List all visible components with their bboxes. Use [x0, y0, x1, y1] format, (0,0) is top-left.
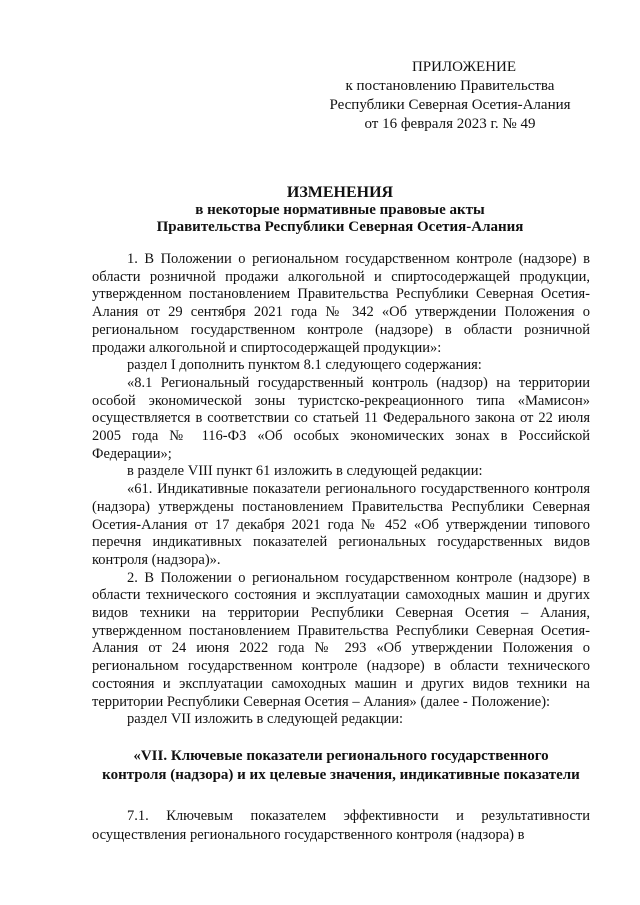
document-subtitle-1: в некоторые нормативные правовые акты	[195, 202, 485, 218]
document-subtitle-2: Правительства Республики Северная Осетия-Алания	[156, 219, 524, 235]
appendix-line-1: к постановлению Правительства	[345, 78, 555, 94]
paragraph: 1. В Положении о региональном государственном контроле (надзоре) в области розничной продажи алкогольной и спиртосодержащей продукции, утвержденном постановлением Правительства Республики Северная Осетия-Алания от 29 сентября 2021 года № 342 «Об утверждении Положения о региональном государственном контроле (надзоре) в области розничной продажи алкогольной и спиртосодержащей продукции»:	[92, 251, 590, 356]
paragraph: в разделе VIII пункт 61 изложить в следующей редакции:	[127, 463, 483, 480]
document-body	[92, 251, 590, 729]
document-title: ИЗМЕНЕНИЯ	[286, 184, 394, 201]
paragraph: раздел I дополнить пунктом 8.1 следующего содержания:	[127, 357, 482, 374]
appendix-title: ПРИЛОЖЕНИЕ	[411, 59, 517, 75]
paragraph: «8.1 Региональный государственный контроль (надзор) на территории особой экономической зоны туристско-рекреационного типа «Мамисон» осуществляется в соответствии со статьей 11 Федерального закона от 22 июля 2005 года № 116-ФЗ «Об особых экономических зонах в Российской Федерации»;	[92, 374, 590, 462]
appendix-block	[300, 58, 600, 134]
appendix-line-2: Республики Северная Осетия-Алания	[329, 97, 571, 113]
section-title-line-1: «VII. Ключевые показатели регионального государственного	[133, 748, 549, 764]
paragraph: раздел VII изложить в следующей редакции:	[127, 711, 404, 728]
section-title-line-2: контроля (надзора) и их целевые значения, индикативные показатели	[102, 767, 580, 783]
paragraph: 7.1. Ключевым показателем эффективности и результативности осуществления регионального государственного контроля (надзора) в	[92, 808, 590, 843]
paragraph: 2. В Положении о региональном государственном контроле (надзоре) в области технического состояния и эксплуатации самоходных машин и других видов техники на территории Республики Северная Осетия – Алания, утвержденном постановлением Правительства Республики Северная Осетия-Алания от 24 июня 2022 года № 293 «Об утверждении Положения о региональном государственном контроле (надзоре) в области технического состояния и эксплуатации самоходных машин и других видов техники на территории Республики Северная Осетия – Алания» (далее - Положение):	[92, 569, 590, 710]
appendix-line-3: от 16 февраля 2023 г. № 49	[364, 116, 536, 132]
document-body-continued	[92, 807, 590, 844]
paragraph: «61. Индикативные показатели регионального государственного контроля (надзора) утверждены постановлением Правительства Республики Северная Осетия-Алания от 17 декабря 2021 года № 452 «Об утверждении типового перечня индикативных показателей региональных государственных видов контроля (надзора)».	[92, 481, 590, 568]
